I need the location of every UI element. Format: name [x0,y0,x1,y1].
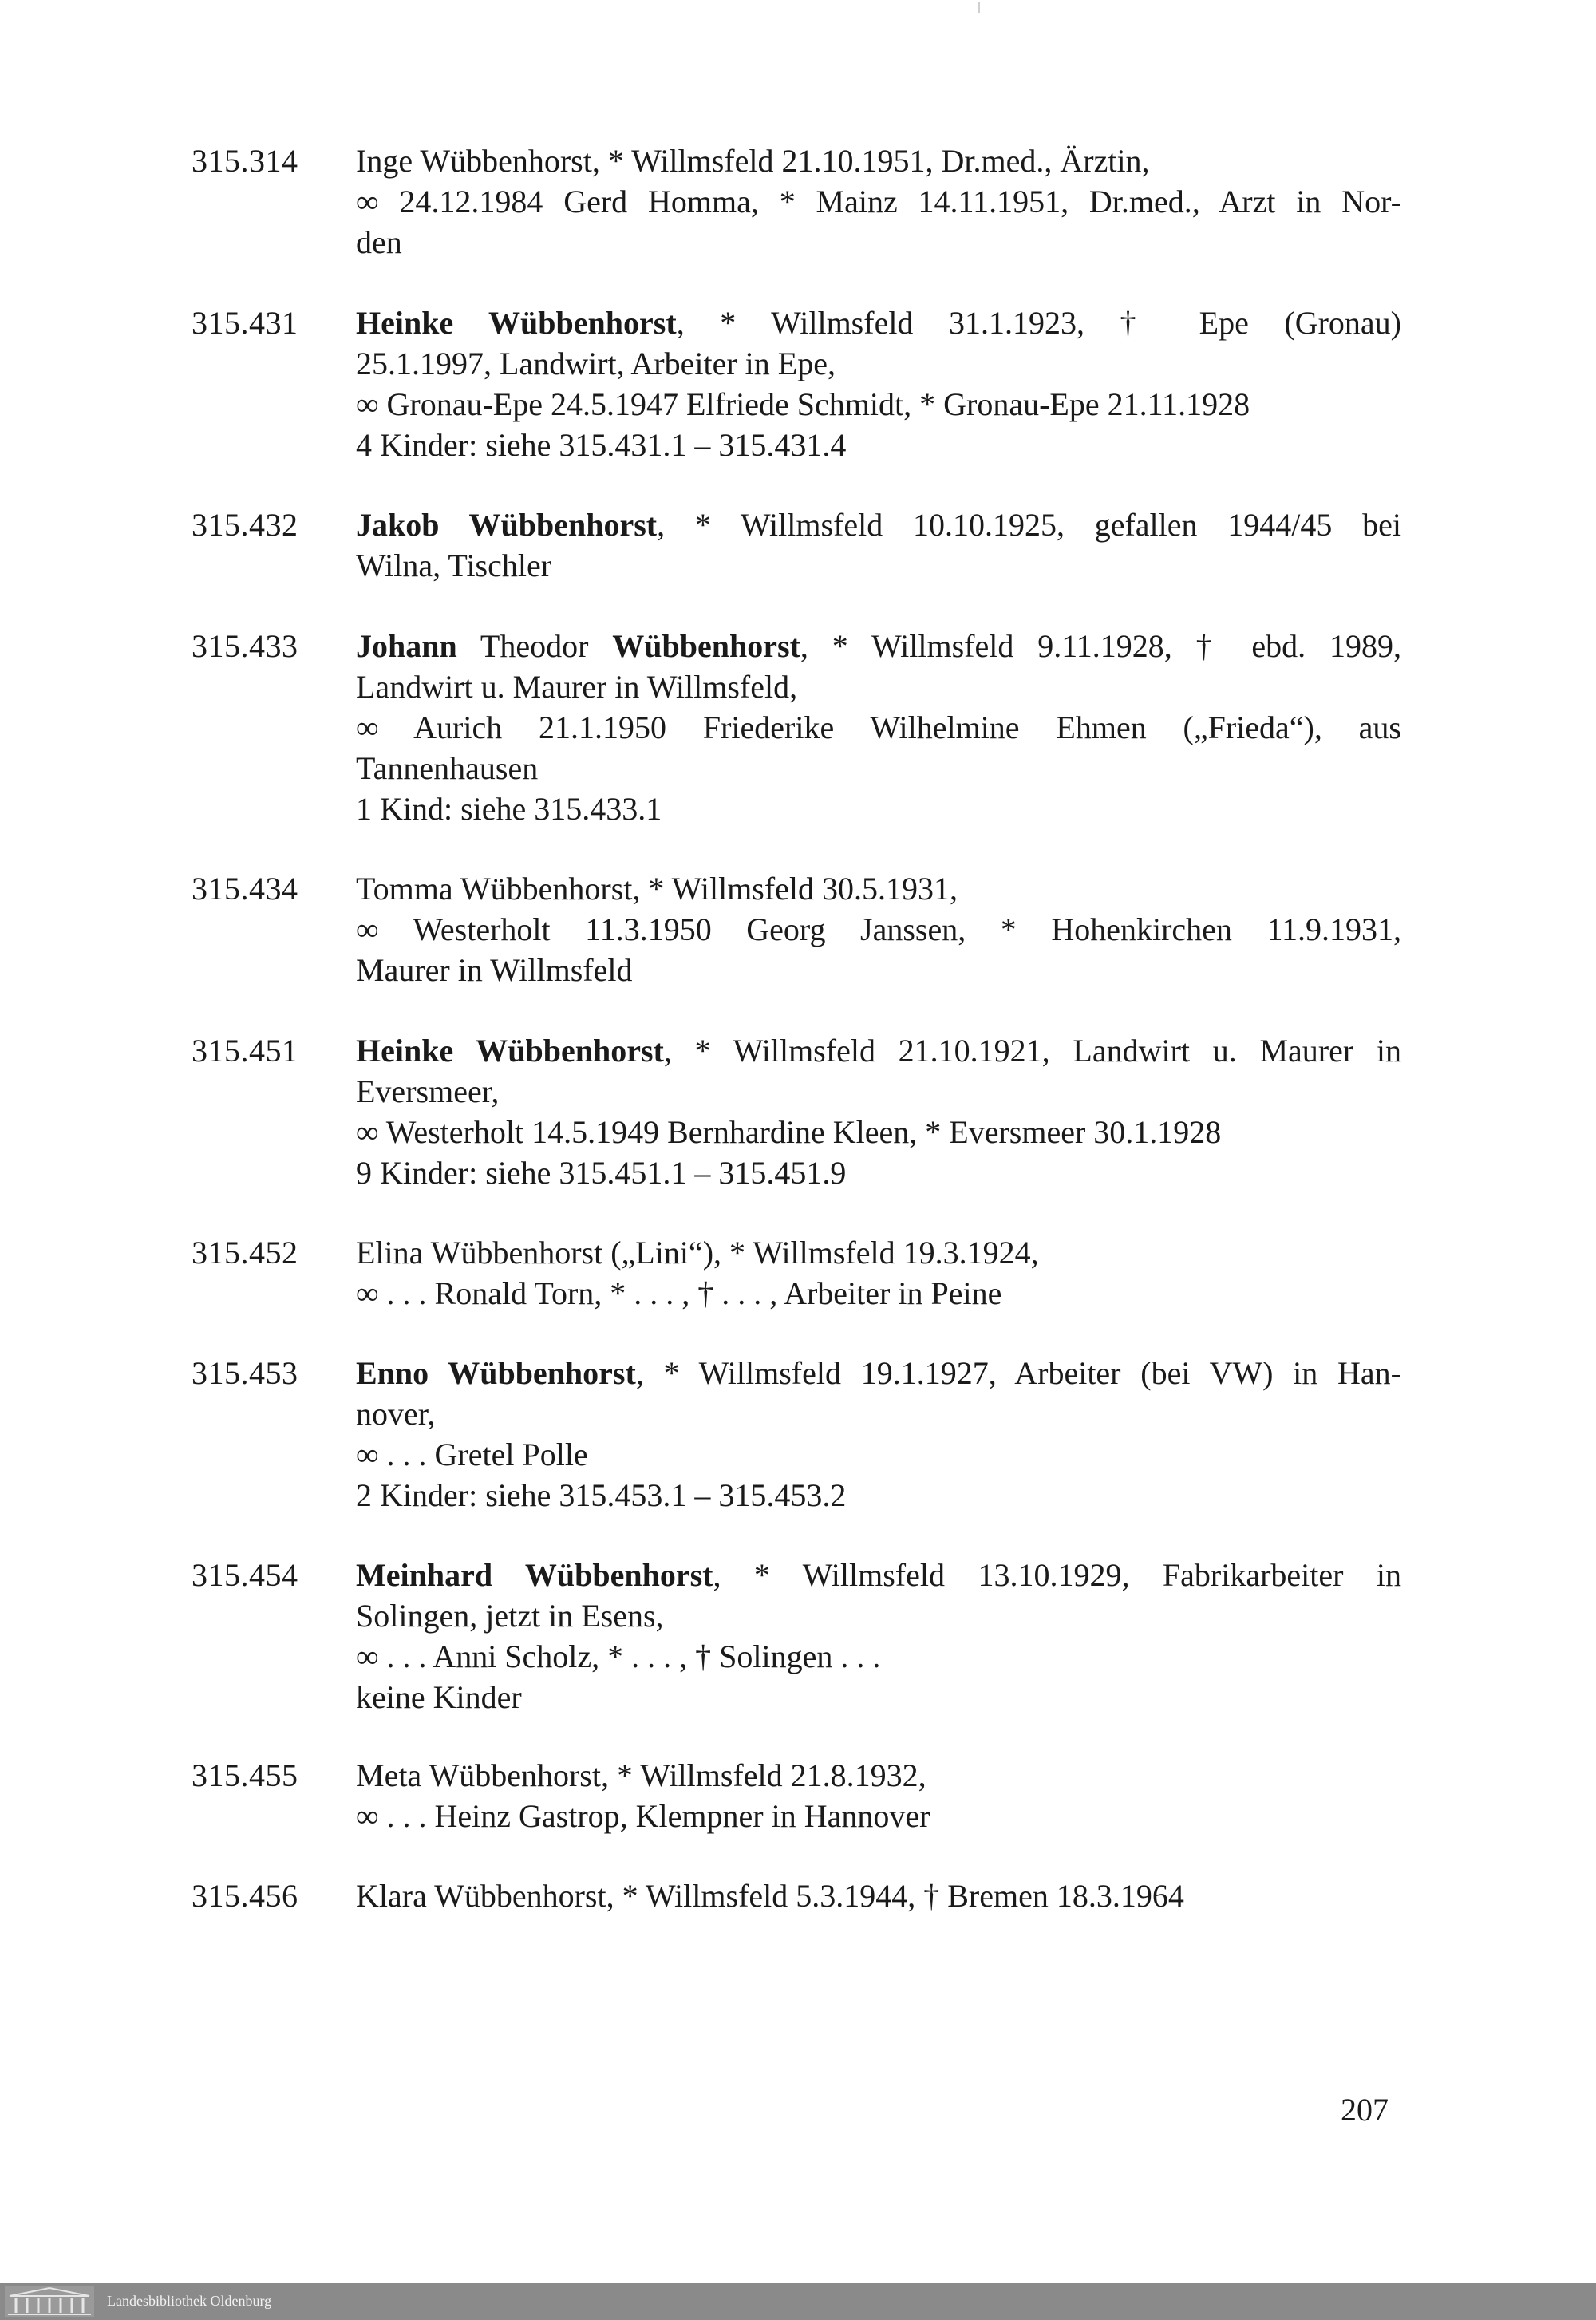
scan-mark [978,2,980,13]
entry-line: Eversmeer, [356,1073,500,1109]
entry-line: 9 Kinder: siehe 315.451.1 – 315.451.9 [356,1155,847,1191]
entry-line: ∞ . . . Heinz Gastrop, Klempner in Hannover [356,1798,930,1834]
entry-number: 315.314 [192,143,298,179]
entry-line: 4 Kinder: siehe 315.431.1 – 315.431.4 [356,427,847,463]
entry-line: Inge Wübbenhorst, * Willmsfeld 21.10.1951, Dr.med., Ärztin, [356,143,1150,179]
entry-text [356,1755,1401,1836]
entry-text [356,504,1401,586]
entry-line: ∞ 24.12.1984 Gerd Homma, * Mainz 14.11.1951, Dr.med., Arzt in Nor- [356,184,1401,219]
entry-line: Jakob Wübbenhorst, * Willmsfeld 10.10.1925, gefallen 1944/45 bei [356,507,1401,543]
entry-number: 315.431 [192,305,298,341]
entry-number: 315.433 [192,628,298,664]
entry-line: Tomma Wübbenhorst, * Willmsfeld 30.5.1931, [356,871,958,907]
entry-line: Tannenhausen [356,750,539,786]
entry-line: Elina Wübbenhorst („Lini“), * Willmsfeld 19.3.1924, [356,1235,1039,1271]
entry-text [356,626,1401,829]
entry-text [356,1555,1401,1717]
entry-line: Enno Wübbenhorst, * Willmsfeld 19.1.1927, Arbeiter (bei VW) in Han- [356,1355,1401,1391]
entry-line: ∞ . . . Anni Scholz, * . . . , † Solingen . . . [356,1638,881,1674]
entry-number: 315.455 [192,1757,298,1793]
entry-line: den [356,224,402,260]
entry-text [356,1232,1401,1314]
entry-number: 315.434 [192,871,298,907]
entry-line: 25.1.1997, Landwirt, Arbeiter in Epe, [356,346,836,381]
entry-text [356,1030,1401,1193]
entry-line: Johann Theodor Wübbenhorst, * Willmsfeld 9.11.1928, † ebd. 1989, [356,628,1401,664]
entry-line: 2 Kinder: siehe 315.453.1 – 315.453.2 [356,1477,847,1513]
entry-line: 1 Kind: siehe 315.433.1 [356,791,662,827]
library-building-icon [5,2286,94,2317]
entry-number: 315.452 [192,1235,298,1271]
entry-line: ∞ Gronau-Epe 24.5.1947 Elfriede Schmidt, * Gronau-Epe 21.11.1928 [356,386,1250,422]
entry-text [356,1353,1401,1516]
entry-line: ∞ Aurich 21.1.1950 Friederike Wilhelmine Ehmen („Frieda“), aus [356,709,1401,745]
entry-line: Solingen, jetzt in Esens, [356,1598,664,1634]
entry-text [356,140,1401,263]
entry-line: Wilna, Tischler [356,547,552,583]
page-number: 207 [1341,2092,1389,2128]
entry-number: 315.432 [192,507,298,543]
entry-line: ∞ . . . Gretel Polle [356,1437,588,1472]
library-name: Landesbibliothek Oldenburg [107,2293,272,2309]
entry-line: Meinhard Wübbenhorst, * Willmsfeld 13.10.1929, Fabrikarbeiter in [356,1557,1402,1593]
entry-line: Maurer in Willmsfeld [356,952,633,988]
entry-text [356,868,1401,990]
entry-line: ∞ . . . Ronald Torn, * . . . , † . . . , Arbeiter in Peine [356,1275,1002,1311]
entry-line: ∞ Westerholt 11.3.1950 Georg Janssen, * Hohenkirchen 11.9.1931, [356,911,1401,947]
entry-number: 315.454 [192,1557,298,1593]
library-footer-bar [0,2283,1596,2320]
entry-line: ∞ Westerholt 14.5.1949 Bernhardine Kleen, * Eversmeer 30.1.1928 [356,1114,1222,1150]
entry-line: Heinke Wübbenhorst, * Willmsfeld 21.10.1921, Landwirt u. Maurer in [356,1033,1401,1069]
entry-line: Klara Wübbenhorst, * Willmsfeld 5.3.1944, † Bremen 18.3.1964 [356,1878,1184,1914]
entry-line: keine Kinder [356,1679,522,1715]
entry-number: 315.451 [192,1033,298,1069]
entry-line: nover, [356,1396,436,1432]
entry-text [356,302,1401,465]
entry-number: 315.456 [192,1878,298,1914]
entry-line: Meta Wübbenhorst, * Willmsfeld 21.8.1932, [356,1757,926,1793]
entry-text [356,1875,1401,1916]
entry-number: 315.453 [192,1355,298,1391]
entry-line: Heinke Wübbenhorst, * Willmsfeld 31.1.1923, † Epe (Gronau) [356,305,1401,341]
entry-line: Landwirt u. Maurer in Willmsfeld, [356,669,798,705]
